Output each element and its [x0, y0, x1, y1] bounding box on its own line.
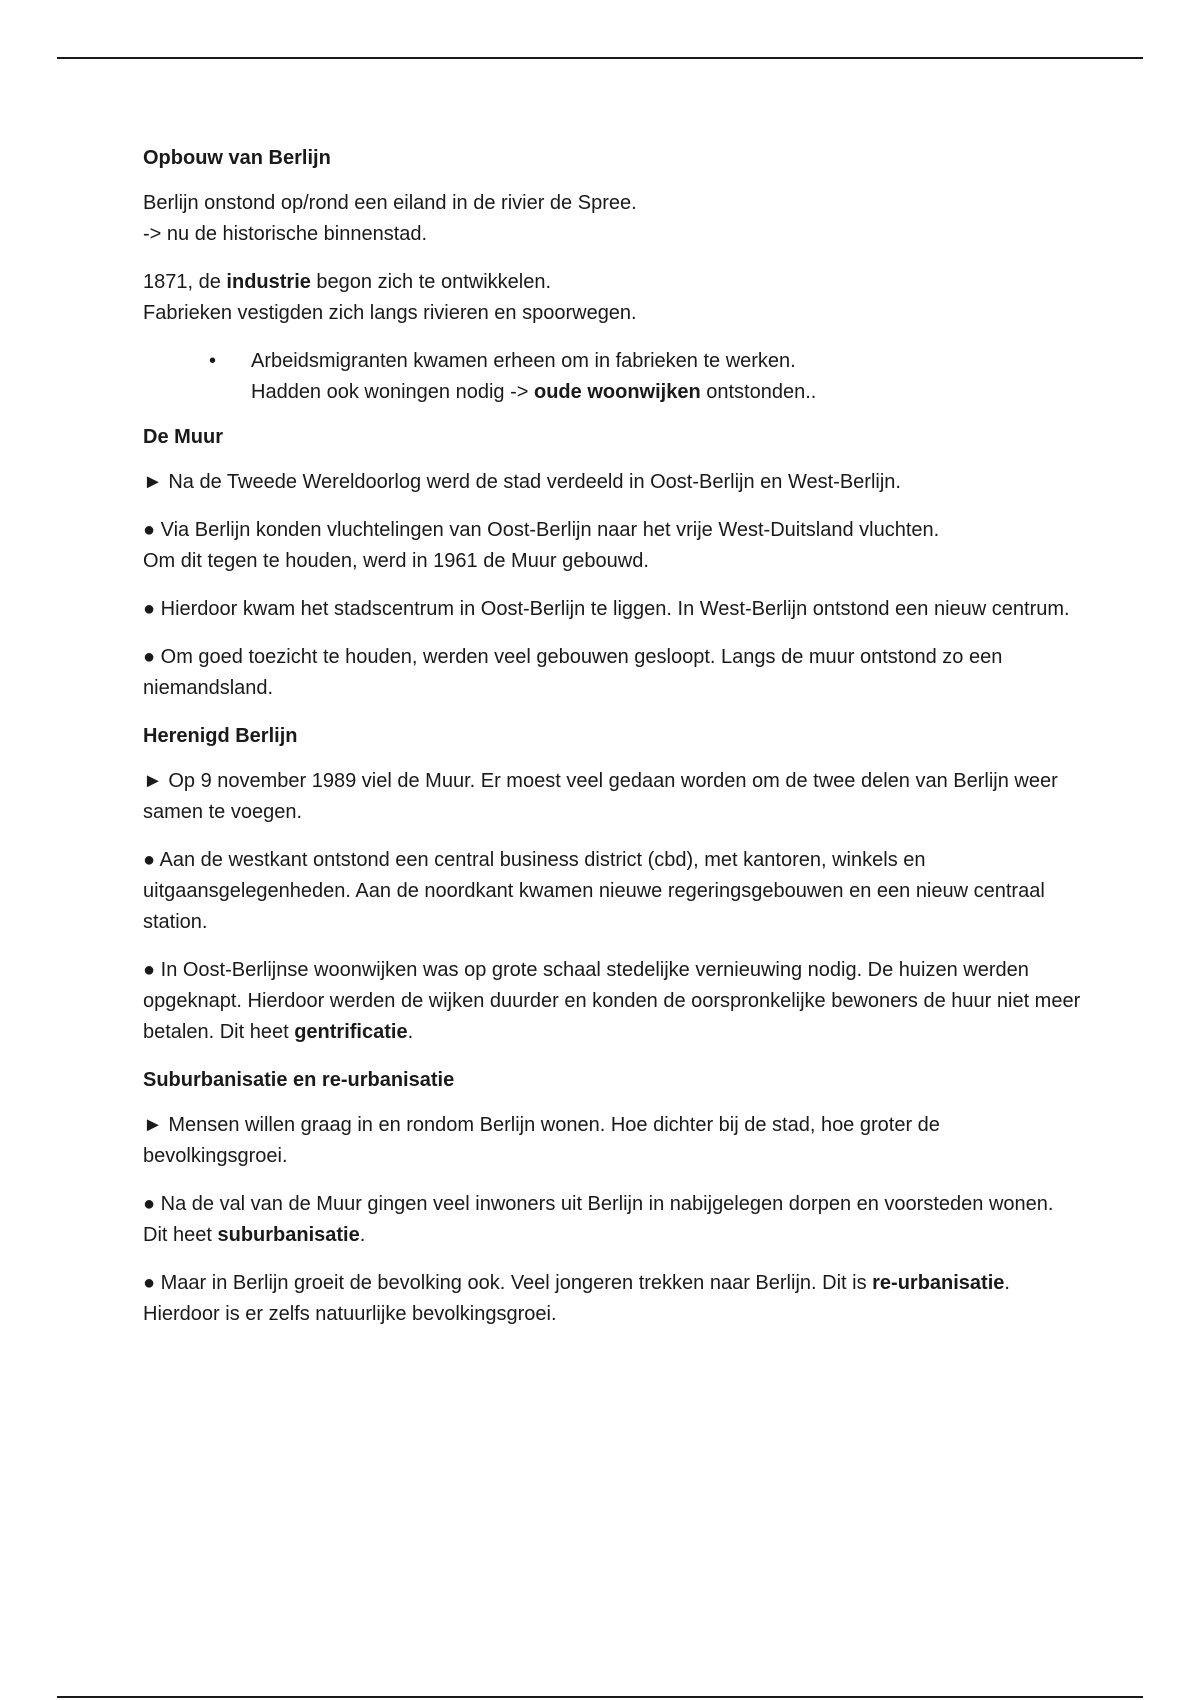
heading-opbouw-van-berlijn: Opbouw van Berlijn	[143, 147, 331, 169]
text-line: Arbeidsmigranten kwamen erheen om in fabrieken te werken.	[251, 350, 796, 372]
bold-term-oude-woonwijken: oude woonwijken	[534, 381, 701, 403]
text-line	[251, 377, 1083, 408]
text-line: ● Via Berlijn konden vluchtelingen van Oost-Berlijn naar het vrije West-Duitsland vluchten.	[143, 519, 940, 541]
bullet-icon: •	[209, 350, 217, 372]
header-rule	[57, 57, 1143, 59]
document-body	[143, 143, 1083, 1347]
bold-term-suburbanisatie: suburbanisatie	[217, 1224, 360, 1246]
footer-rule	[57, 1696, 1143, 1698]
text-segment: Hadden ook woningen nodig ->	[251, 381, 534, 403]
paragraph: ► Na de Tweede Wereldoorlog werd de stad verdeeld in Oost-Berlijn en West-Berlijn.	[143, 471, 901, 493]
paragraph: ● Hierdoor kwam het stadscentrum in Oost-Berlijn te liggen. In West-Berlijn ontstond een nieuw centrum.	[143, 598, 1070, 620]
paragraph	[143, 1189, 1083, 1251]
paragraph	[143, 955, 1083, 1048]
text-segment: .	[407, 1021, 414, 1043]
bold-term-re-urbanisatie: re-urbanisatie	[872, 1272, 1005, 1294]
paragraph: ► Op 9 november 1989 viel de Muur. Er moest veel gedaan worden om de twee delen van Berlijn weer samen te voegen.	[143, 770, 1058, 823]
heading-suburbanisatie-en-re-urbanisatie: Suburbanisatie en re-urbanisatie	[143, 1069, 455, 1091]
text-segment: .	[359, 1224, 366, 1246]
text-segment: ontstonden..	[700, 381, 817, 403]
paragraph: ● Om goed toezicht te houden, werden veel gebouwen gesloopt. Langs de muur ontstond zo een niemandsland.	[143, 646, 1003, 699]
paragraph-origin	[143, 188, 1083, 250]
text-segment: ● Na de val van de Muur gingen veel inwoners uit Berlijn in nabijgelegen dorpen en voorsteden wonen. Dit heet	[143, 1193, 1054, 1246]
text-segment: ● Maar in Berlijn groeit de bevolking ook. Veel jongeren trekken naar Berlijn. Dit is	[143, 1272, 873, 1294]
paragraph: ● Aan de westkant ontstond een central business district (cbd), met kantoren, winkels en uitgaansgelegenheden. Aan de noordkant kwamen nieuwe regeringsgebouwen en een nieuw centraal station.	[143, 849, 1045, 933]
paragraph	[143, 515, 1083, 577]
bullet-list	[143, 346, 1083, 408]
heading-herenigd-berlijn: Herenigd Berlijn	[143, 725, 298, 747]
bold-term-gentrificatie: gentrificatie	[294, 1021, 408, 1043]
paragraph: ► Mensen willen graag in en rondom Berlijn wonen. Hoe dichter bij de stad, hoe groter de bevolkingsgroei.	[143, 1114, 940, 1167]
text-line	[143, 267, 1083, 298]
text-segment: ● In Oost-Berlijnse woonwijken was op grote schaal stedelijke vernieuwing nodig. De huizen werden opgeknapt. Hierdoor werden de wijken duurder en konden de oorspronkelijke bewoners de huur niet meer betalen. Dit heet	[143, 959, 1081, 1043]
paragraph-industry	[143, 267, 1083, 329]
text-segment: 1871, de	[143, 271, 227, 293]
text-line: Berlijn onstond op/rond een eiland in de rivier de Spree.	[143, 192, 637, 214]
heading-de-muur: De Muur	[143, 426, 223, 448]
text-line: -> nu de historische binnenstad.	[143, 223, 428, 245]
text-line: Om dit tegen te houden, werd in 1961 de Muur gebouwd.	[143, 550, 649, 572]
text-segment: begon zich te ontwikkelen.	[310, 271, 552, 293]
paragraph	[143, 1268, 1083, 1330]
bold-term-industrie: industrie	[226, 271, 311, 293]
text-line: Fabrieken vestigden zich langs rivieren en spoorwegen.	[143, 302, 637, 324]
list-item	[209, 346, 1083, 408]
text-segment: . Hierdoor is er zelfs natuurlijke bevolkingsgroei.	[143, 1272, 1010, 1325]
